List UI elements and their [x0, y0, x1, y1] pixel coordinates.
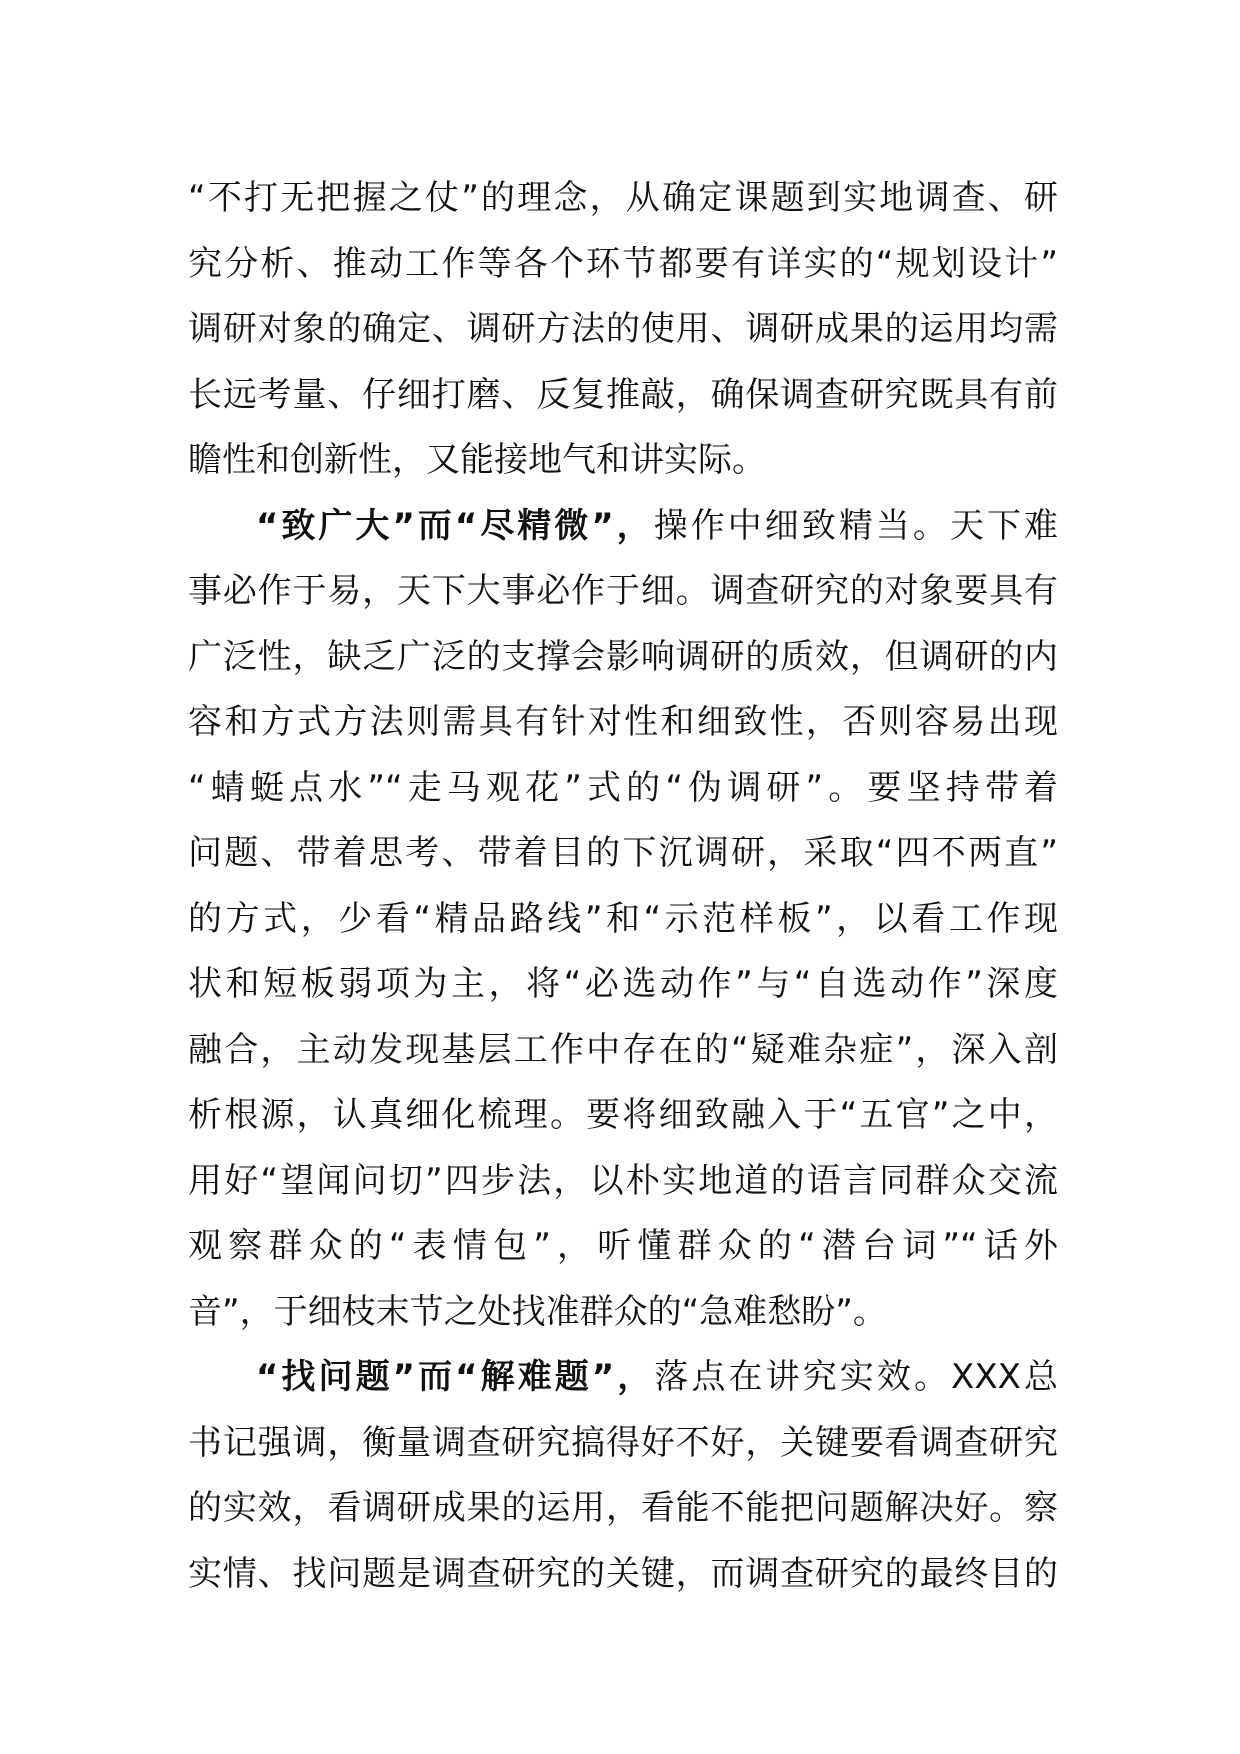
- text-line: 的方式，少看“精品路线”和“示范样板”，以看工作现: [188, 898, 1058, 939]
- text-line: 究分析、推动工作等各个环节都要有详实的“规划设计”: [188, 243, 1058, 284]
- text-line: 融合，主动发现基层工作中存在的“疑难杂症”，深入剖: [188, 1029, 1058, 1070]
- text-line: 的实效，看调研成果的运用，看能不能把问题解决好。察: [188, 1488, 1058, 1528]
- text-line: 广泛性，缺乏广泛的支撑会影响调研的质效，但调研的内: [188, 636, 1058, 677]
- document-page: [188, 166, 1058, 1607]
- paragraph-heading: “找问题”而“解难题”，: [256, 1357, 655, 1397]
- paragraph-zhao-wen-ti: [188, 1345, 1058, 1607]
- text-line: 析根源，认真细化梳理。要将细致融入于“五官”之中，: [188, 1095, 1058, 1135]
- text-line: “不打无把握之仗”的理念，从确定课题到实地调查、研: [188, 178, 1058, 218]
- paragraph-first-line-text: 落点在讲究实效。XXX总: [654, 1357, 1058, 1397]
- text-line: 容和方式方法则需具有针对性和细致性，否则容易出现: [188, 702, 1058, 742]
- text-line: 观察群众的“表情包”，听懂群众的“潜台词”“话外: [188, 1226, 1058, 1266]
- text-line: 音”，于细枝末节之处找准群众的“急难愁盼”。: [188, 1291, 887, 1332]
- text-line: 用好“望闻问切”四步法，以朴实地道的语言同群众交流: [188, 1160, 1058, 1201]
- text-line: 实情、找问题是调查研究的关键，而调查研究的最终目的: [188, 1553, 1058, 1594]
- text-line: 长远考量、仔细打磨、反复推敲，确保调查研究既具有前: [188, 374, 1058, 415]
- paragraph-zhi-guang-da: [188, 494, 1058, 1346]
- text-line: 调研对象的确定、调研方法的使用、调研成果的运用均需: [188, 309, 1058, 349]
- paragraph-first-line: [188, 1345, 1058, 1411]
- paragraph-first-line: [188, 494, 1058, 560]
- text-line: “蜻蜓点水”“走马观花”式的“伪调研”。要坚持带着: [188, 767, 1058, 808]
- text-line: 状和短板弱项为主，将“必选动作”与“自选动作”深度: [188, 964, 1058, 1004]
- paragraph-heading: “致广大”而“尽精微”，: [256, 505, 654, 546]
- paragraph-first-line-text: 操作中细致精当。天下难: [653, 505, 1058, 546]
- text-line: 事必作于易，天下大事必作于细。调查研究的对象要具有: [188, 571, 1058, 611]
- text-line: 瞻性和创新性，又能接地气和讲实际。: [188, 440, 766, 480]
- text-line: 书记强调，衡量调查研究搞得好不好，关键要看调查研究: [188, 1422, 1058, 1463]
- text-line: 问题、带着思考、带着目的下沉调研，采取“四不两直”: [188, 833, 1058, 873]
- paragraph-continuation: [188, 166, 1058, 494]
